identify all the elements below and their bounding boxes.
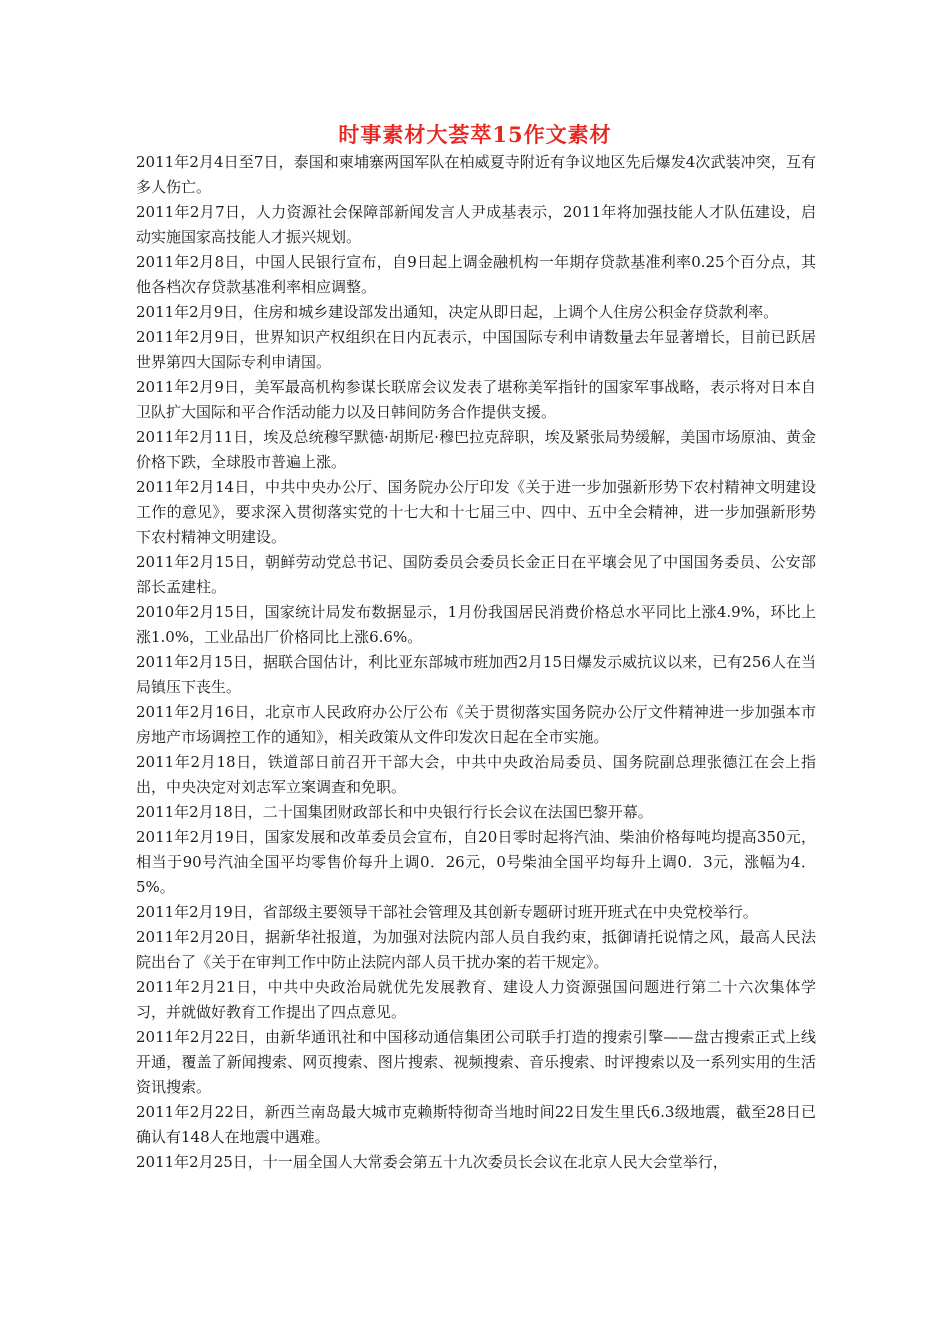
news-paragraph: 2011年2月9日，住房和城乡建设部发出通知，决定从即日起，上调个人住房公积金存贷款利率。 [136, 303, 779, 321]
news-paragraph: 2011年2月4日至7日，泰国和柬埔寨两国军队在柏威夏寺附近有争议地区先后爆发4次武装冲突，互有多人伤亡。 [136, 153, 816, 196]
news-paragraph: 2011年2月25日，十一届全国人大常委会第五十九次委员长会议在北京人民大会堂举行， [136, 1153, 728, 1171]
news-paragraph: 2011年2月18日，二十国集团财政部长和中央银行行长会议在法国巴黎开幕。 [136, 803, 653, 821]
news-paragraph: 2011年2月22日，新西兰南岛最大城市克赖斯特彻奇当地时间22日发生里氏6.3级地震，截至28日已确认有148人在地震中遇难。 [136, 1103, 816, 1146]
news-paragraph: 2011年2月14日，中共中央办公厅、国务院办公厅印发《关于进一步加强新形势下农村精神文明建设工作的意见》，要求深入贯彻落实党的十七大和十七届三中、四中、五中全会精神，进一步加强新形势下农村精神文明建设。 [136, 478, 816, 546]
news-paragraph: 2011年2月9日，美军最高机构参谋长联席会议发表了堪称美军指针的国家军事战略，表示将对日本自卫队扩大国际和平合作活动能力以及日韩间防务合作提供支援。 [136, 378, 816, 421]
news-paragraph: 2011年2月18日，铁道部日前召开干部大会，中共中央政治局委员、国务院副总理张德江在会上指出，中央决定对刘志军立案调查和免职。 [136, 753, 816, 796]
news-paragraph: 2010年2月15日，国家统计局发布数据显示，1月份我国居民消费价格总水平同比上涨4.9%，环比上涨1.0%，工业品出厂价格同比上涨6.6%。 [136, 603, 816, 646]
document-title: 时事素材大荟萃15作文素材 [338, 122, 612, 147]
news-paragraph: 2011年2月22日，由新华通讯社和中国移动通信集团公司联手打造的搜索引擎——盘古搜索正式上线开通，覆盖了新闻搜索、网页搜索、图片搜索、视频搜索、音乐搜索、时评搜索以及一系列实用的生活资讯搜索。 [136, 1028, 816, 1096]
news-paragraph: 2011年2月20日，据新华社报道，为加强对法院内部人员自我约束，抵御请托说情之风，最高人民法院出台了《关于在审判工作中防止法院内部人员干扰办案的若干规定》。 [136, 928, 816, 971]
news-paragraph: 2011年2月7日，人力资源社会保障部新闻发言人尹成基表示，2011年将加强技能人才队伍建设，启动实施国家高技能人才振兴规划。 [136, 203, 816, 246]
news-paragraph: 2011年2月9日，世界知识产权组织在日内瓦表示，中国国际专利申请数量去年显著增长，目前已跃居世界第四大国际专利申请国。 [136, 328, 816, 371]
news-paragraph: 2011年2月8日，中国人民银行宣布，自9日起上调金融机构一年期存贷款基准利率0.25个百分点，其他各档次存贷款基准利率相应调整。 [136, 253, 816, 296]
news-paragraph: 2011年2月21日，中共中央政治局就优先发展教育、建设人力资源强国问题进行第二十六次集体学习，并就做好教育工作提出了四点意见。 [136, 978, 816, 1021]
news-paragraph: 2011年2月19日，省部级主要领导干部社会管理及其创新专题研讨班开班式在中央党校举行。 [136, 903, 758, 921]
news-paragraph: 2011年2月15日，据联合国估计，利比亚东部城市班加西2月15日爆发示威抗议以来，已有256人在当局镇压下丧生。 [136, 653, 816, 696]
news-paragraph: 2011年2月15日，朝鲜劳动党总书记、国防委员会委员长金正日在平壤会见了中国国务委员、公安部部长孟建柱。 [136, 553, 816, 596]
news-paragraph: 2011年2月16日，北京市人民政府办公厅公布《关于贯彻落实国务院办公厅文件精神进一步加强本市房地产市场调控工作的通知》，相关政策从文件印发次日起在全市实施。 [136, 703, 816, 746]
document-body [136, 150, 816, 1175]
news-paragraph: 2011年2月11日，埃及总统穆罕默德·胡斯尼·穆巴拉克辞职，埃及紧张局势缓解，美国市场原油、黄金价格下跌，全球股市普遍上涨。 [136, 428, 816, 471]
news-paragraph: 2011年2月19日，国家发展和改革委员会宣布，自20日零时起将汽油、柴油价格每吨均提高350元，相当于90号汽油全国平均零售价每升上调0．26元，0号柴油全国平均每升上调0．3元，涨幅为4．5%。 [136, 828, 816, 896]
